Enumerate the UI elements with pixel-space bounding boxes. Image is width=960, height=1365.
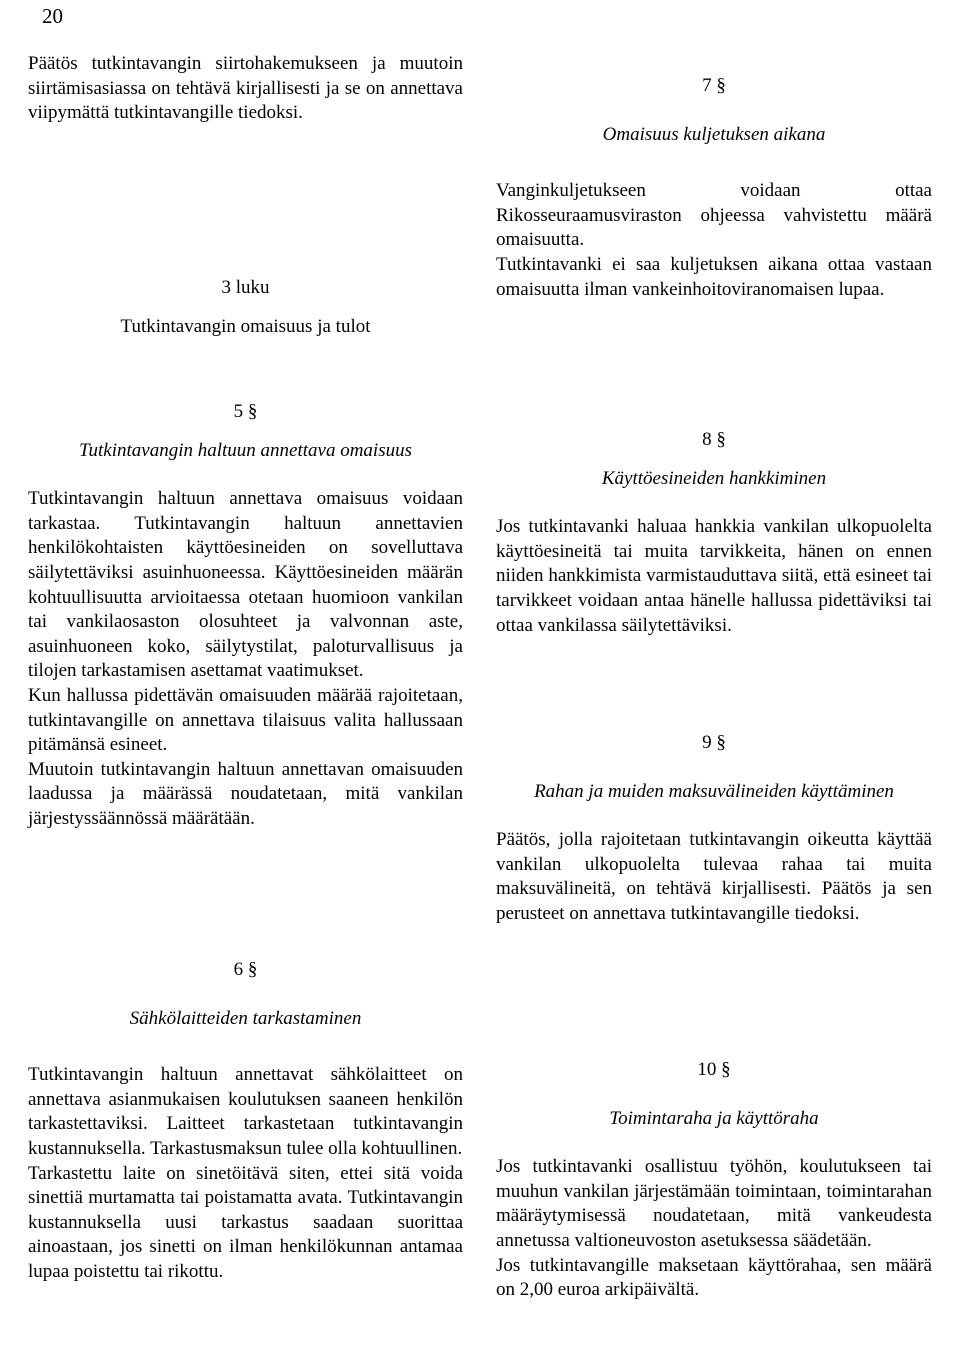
section-6-paragraph: Tarkastettu laite on sinetöitävä siten, ettei sitä voida sinettiä murtamatta tai poistamatta avata. Tutkintavangin kustannuksella uusi tarkastus saadaan suorittaa ainoastaan, jos sinetti on ilman henkilökunnan antamaa lupaa poistettu tai rikottu.: [28, 1162, 463, 1282]
section-5-paragraph: Tutkintavangin haltuun annettava omaisuus voidaan tarkastaa. Tutkintavangin haltuun annettavien henkilökohtaisten käyttöesineiden on sovelluttava säilytettäviksi asuinhuoneessa. Käyttöesineiden määrän kohtuullisuutta arvioitaessa otetaan huomioon vankilan tai vankilaosaston olosuhteet ja valvonnan aste, asuinhuoneen koko, säilytystilat, paloturvallisuus ja tilojen tarkastamisen asettamat vaatimukset.: [28, 488, 463, 682]
section-5: [28, 400, 463, 832]
section-6-heading: Sähkölaitteiden tarkastaminen: [129, 1007, 362, 1029]
section-7-number: 7 §: [702, 75, 726, 96]
section-6-number: 6 §: [233, 959, 258, 980]
section-5-number: 5 §: [233, 401, 258, 422]
left-intro: [28, 52, 463, 126]
section-7-paragraph: Tutkintavanki ei saa kuljetuksen aikana ottaa vastaan omaisuutta ilman vankeinhoitoviranomaisen lupaa.: [496, 253, 932, 300]
section-8: [496, 428, 932, 638]
chapter-heading: [28, 276, 463, 339]
section-5-paragraph: Muutoin tutkintavangin haltuun annettavan omaisuuden laadussa ja määrässä noudatetaan, mitä vankilan järjestyssäännössä määrätään.: [28, 758, 463, 829]
section-7-heading: Omaisuus kuljetuksen aikana: [602, 123, 826, 145]
chapter-number: 3 luku: [221, 277, 270, 298]
section-10-heading: Toimintaraha ja käyttöraha: [609, 1107, 819, 1129]
section-7-paragraph: Vanginkuljetukseen voidaan ottaa Rikosseuraamusviraston ohjeessa vahvistettu määrä omaisuutta.: [496, 180, 932, 251]
section-7: [496, 74, 932, 302]
intro-paragraph: Päätös tutkintavangin siirtohakemukseen ja muutoin siirtämisasiassa on tehtävä kirjallisesti ja se on annettava viipymättä tutkintavangille tiedoksi.: [28, 53, 463, 124]
section-10: [496, 1058, 932, 1303]
section-8-heading: Käyttöesineiden hankkiminen: [601, 467, 827, 489]
section-5-heading: Tutkintavangin haltuun annettava omaisuus: [78, 439, 413, 461]
section-8-number: 8 §: [702, 429, 726, 450]
section-9-number: 9 §: [702, 732, 726, 753]
section-6-paragraph: Tutkintavangin haltuun annettavat sähkölaitteet on annettava asianmukaisen koulutuksen saaneen henkilön tarkastettaviksi. Laitteet tarkastetaan tutkintavangin kustannuksella. Tarkastusmaksun tulee olla kohtuullinen.: [28, 1064, 463, 1159]
section-9-paragraph: Päätös, jolla rajoitetaan tutkintavangin oikeutta käyttää vankilan ulkopuolelta tulevaa rahaa tai muita maksuvälineitä, on tehtävä kirjallisesti. Päätös ja sen perusteet on annettava tutkintavangille tiedoksi.: [496, 829, 932, 924]
section-8-paragraph: Jos tutkintavanki haluaa hankkia vankilan ulkopuolelta käyttöesineitä tai muita tarvikkeita, hänen on ennen niiden hankkimista varmistauduttava siitä, että esineet tai tarvikkeet voidaan antaa hänelle hallussa pidettäviksi tai ottaa vankilassa säilytettäviksi.: [496, 516, 932, 636]
section-10-paragraph: Jos tutkintavanki osallistuu työhön, koulutukseen tai muuhun vankilan järjestämään toimintaan, toimintarahan määräytymisessä noudatetaan, mitä vankeudesta annetussa valtioneuvoston asetuksessa säädetään.: [496, 1156, 932, 1251]
section-9-heading: Rahan ja muiden maksuvälineiden käyttäminen: [534, 780, 894, 802]
section-5-paragraph: Kun hallussa pidettävän omaisuuden määrää rajoitetaan, tutkintavangille on annettava tilaisuus valita hallussaan pitämänsä esineet.: [28, 684, 463, 756]
section-9: [496, 731, 932, 927]
page-number: 20: [42, 4, 63, 28]
section-10-paragraph: Jos tutkintavangille maksetaan käyttörahaa, sen määrä on 2,00 euroa arkipäivältä.: [496, 1254, 932, 1301]
chapter-title: Tutkintavangin omaisuus ja tulot: [120, 315, 371, 337]
section-10-number: 10 §: [697, 1059, 731, 1080]
section-6: [28, 958, 463, 1285]
